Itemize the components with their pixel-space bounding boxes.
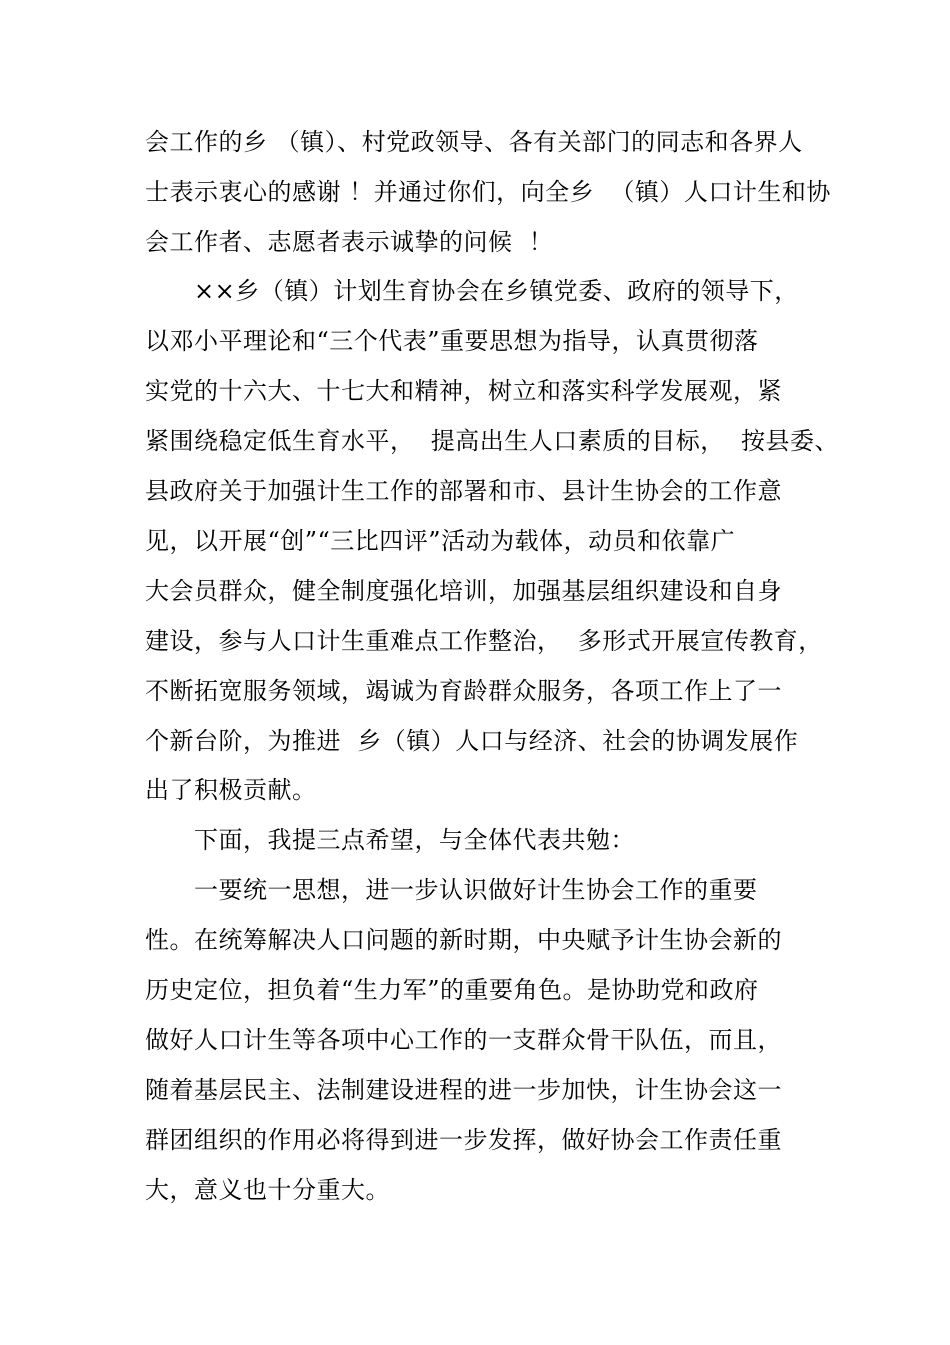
- paragraph-start-line: 下面，我提三点希望，与全体代表共勉：: [194, 826, 635, 854]
- text-line: 大会员群众，健全制度强化培训，加强基层组织建设和自身: [145, 577, 782, 605]
- text-line: 士表示衷心的感谢 ！并通过你们，向全乡 （镇）人口计生和协: [145, 178, 831, 206]
- text-line: 县政府关于加强计生工作的部署和市、县计生协会的工作意: [145, 477, 782, 505]
- text-line: 实党的十六大、十七大和精神，树立和落实科学发展观，紧: [145, 377, 782, 405]
- text-line: 大，意义也十分重大。: [145, 1176, 390, 1204]
- text-line: 出了积极贡献。: [145, 776, 317, 804]
- text-line: 建设，参与人口计生重难点工作整治， 多形式开展宣传教育，: [145, 627, 823, 655]
- text-line: 性。在统筹解决人口问题的新时期，中央赋予计生协会新的: [145, 926, 782, 954]
- text-line: 随着基层民主、法制建设进程的进一步加快，计生协会这一: [145, 1076, 782, 1104]
- text-line: 见，以开展“创”“三比四评”活动为载体，动员和依靠广: [145, 527, 736, 555]
- paragraph-start-line: ××乡（镇）计划生育协会在乡镇党委、政府的领导下，: [194, 277, 799, 305]
- text-line: 不断拓宽服务领域，竭诚为育龄群众服务，各项工作上了一: [145, 677, 782, 705]
- text-line: 个新台阶，为推进 乡（镇）人口与经济、社会的协调发展作: [145, 727, 799, 755]
- text-line: 以邓小平理论和“三个代表”重要思想为指导，认真贯彻落: [145, 327, 759, 355]
- text-line: 紧围绕稳定低生育水平， 提高出生人口素质的目标， 按县委、: [145, 427, 840, 455]
- text-line: 会工作的乡 （镇）、村党政领导、各有关部门的同志和各界人: [145, 128, 803, 156]
- text-line: 历史定位，担负着“生力军”的重要角色。是协助党和政府: [145, 976, 759, 1004]
- text-line: 做好人口计生等各项中心工作的一支群众骨干队伍，而且，: [145, 1026, 782, 1054]
- paragraph-start-line: 一要统一思想，进一步认识做好计生协会工作的重要: [194, 876, 758, 904]
- text-line: 会工作者、志愿者表示诚挚的问候 ！: [145, 228, 554, 256]
- text-line: 群团组织的作用必将得到进一步发挥，做好协会工作责任重: [145, 1126, 782, 1154]
